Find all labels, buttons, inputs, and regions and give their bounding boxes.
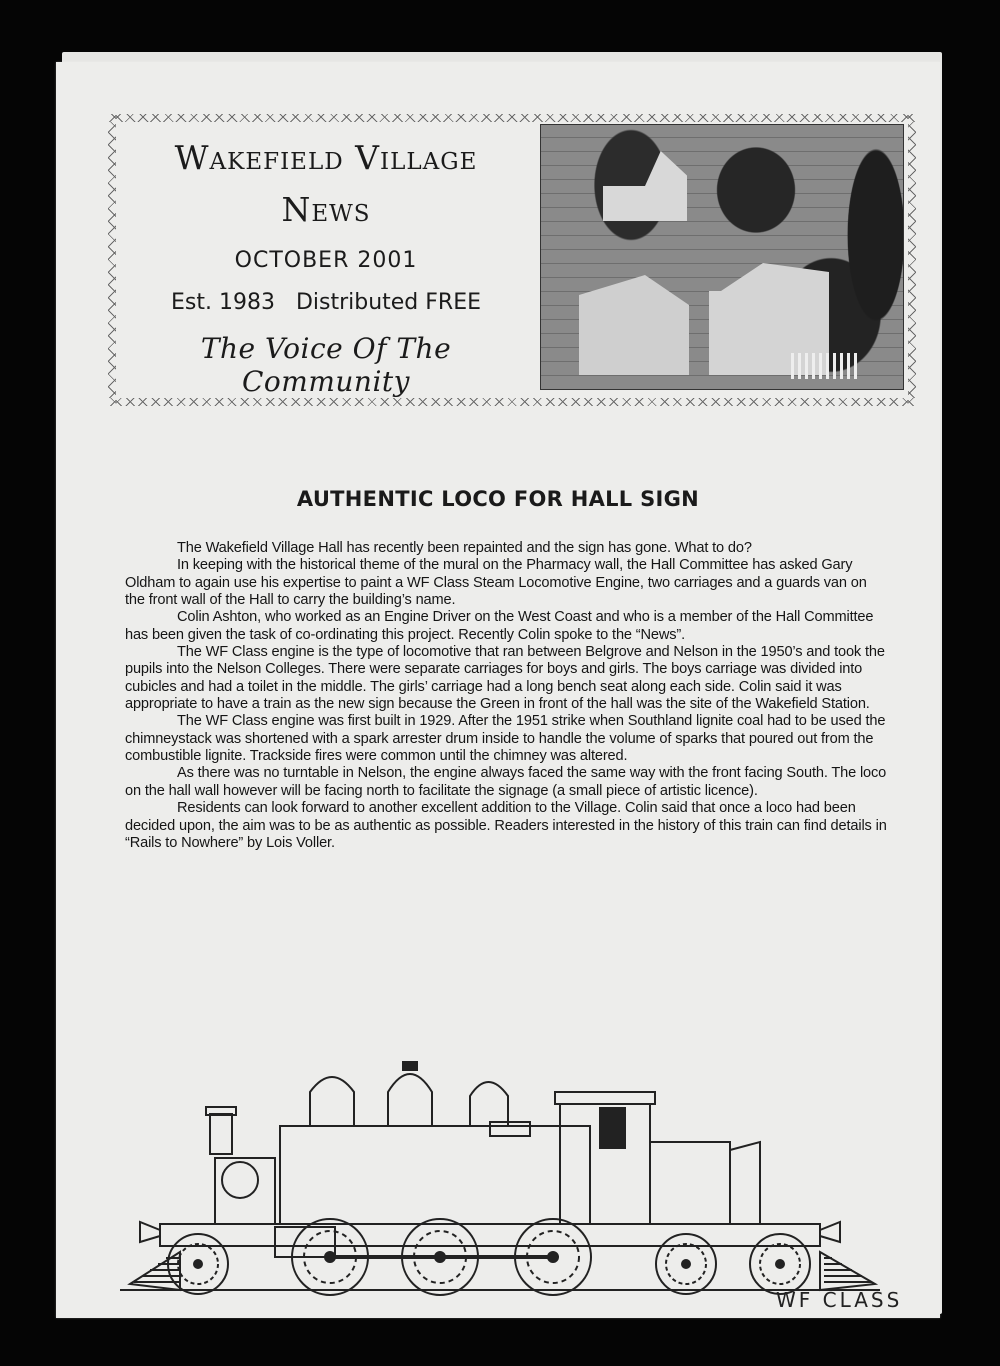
article-paragraph: Residents can look forward to another excellent addition to the Village. Colin said that once a loco had been decided upon, the aim was to be as authentic as possible. Readers interested in the history of this train can find details in “Rails to Nowhere” by Lois Voller. (125, 800, 887, 851)
tagline: The Voice Of The Community (200, 332, 452, 398)
newsletter-page (56, 62, 940, 1318)
picket-fence-shape (791, 353, 861, 379)
distribution-note: Distributed FREE (295, 290, 482, 315)
locomotive-illustration (120, 1052, 880, 1312)
mural-photo (540, 124, 904, 390)
article-paragraph: Colin Ashton, who worked as an Engine Driver on the West Coast and who is a member of the Hall Committee has been given the task of co-ordinating this project. Recently Colin spoke to the “News”. (125, 609, 874, 643)
illustration-caption: WF CLASS (776, 1288, 903, 1312)
masthead-title-block (116, 122, 536, 398)
article-paragraph: The Wakefield Village Hall has recently been repainted and the sign has gone. What to do? (177, 540, 752, 556)
newsletter-title-news: News (281, 190, 371, 229)
article-headline: AUTHENTIC LOCO FOR HALL SIGN (296, 487, 700, 511)
est-distribution-line (116, 290, 536, 315)
issue-date: OCTOBER 2001 (234, 248, 418, 273)
cottage-shape (579, 275, 689, 375)
newsletter-title: Wakefield Village (174, 138, 478, 177)
established-year: Est. 1983 (170, 290, 275, 315)
article-paragraph: The WF Class engine is the type of locomotive that ran between Belgrove and Nelson in the 1950’s and took the pupils into the Nelson Colleges. There were separate carriages for boys and girls. The boys carriage was divided into cubicles and had a toilet in the middle. The girls’ carriage had a long bench seat along each side. Colin said it was appropriate to have a train as the new sign because the Green in front of the hall was the site of the Wakefield Station. (125, 644, 885, 713)
article-body (125, 540, 887, 852)
article-paragraph: The WF Class engine was first built in 1929. After the 1951 strike when Southland lignite coal had to be used the chimneystack was shortened with a spark arrester drum inside to handle the volume of sparks that poured out from the combustible lignite. Trackside fires were common until the chimney was altered. (125, 713, 886, 765)
church-shape (603, 151, 708, 221)
article-paragraph: In keeping with the historical theme of the mural on the Pharmacy wall, the Hall Committee has asked Gary Oldham to again use his expertise to paint a WF Class Steam Locomotive Engine, two carriages and a guards van on the front wall of the Hall to carry the building’s name. (125, 557, 867, 609)
masthead (108, 114, 916, 406)
article-paragraph: As there was no turntable in Nelson, the engine always faced the same way with the front facing South. The loco on the hall wall however will be facing north to facilitate the signage (a small piece of artistic licence). (125, 765, 887, 799)
